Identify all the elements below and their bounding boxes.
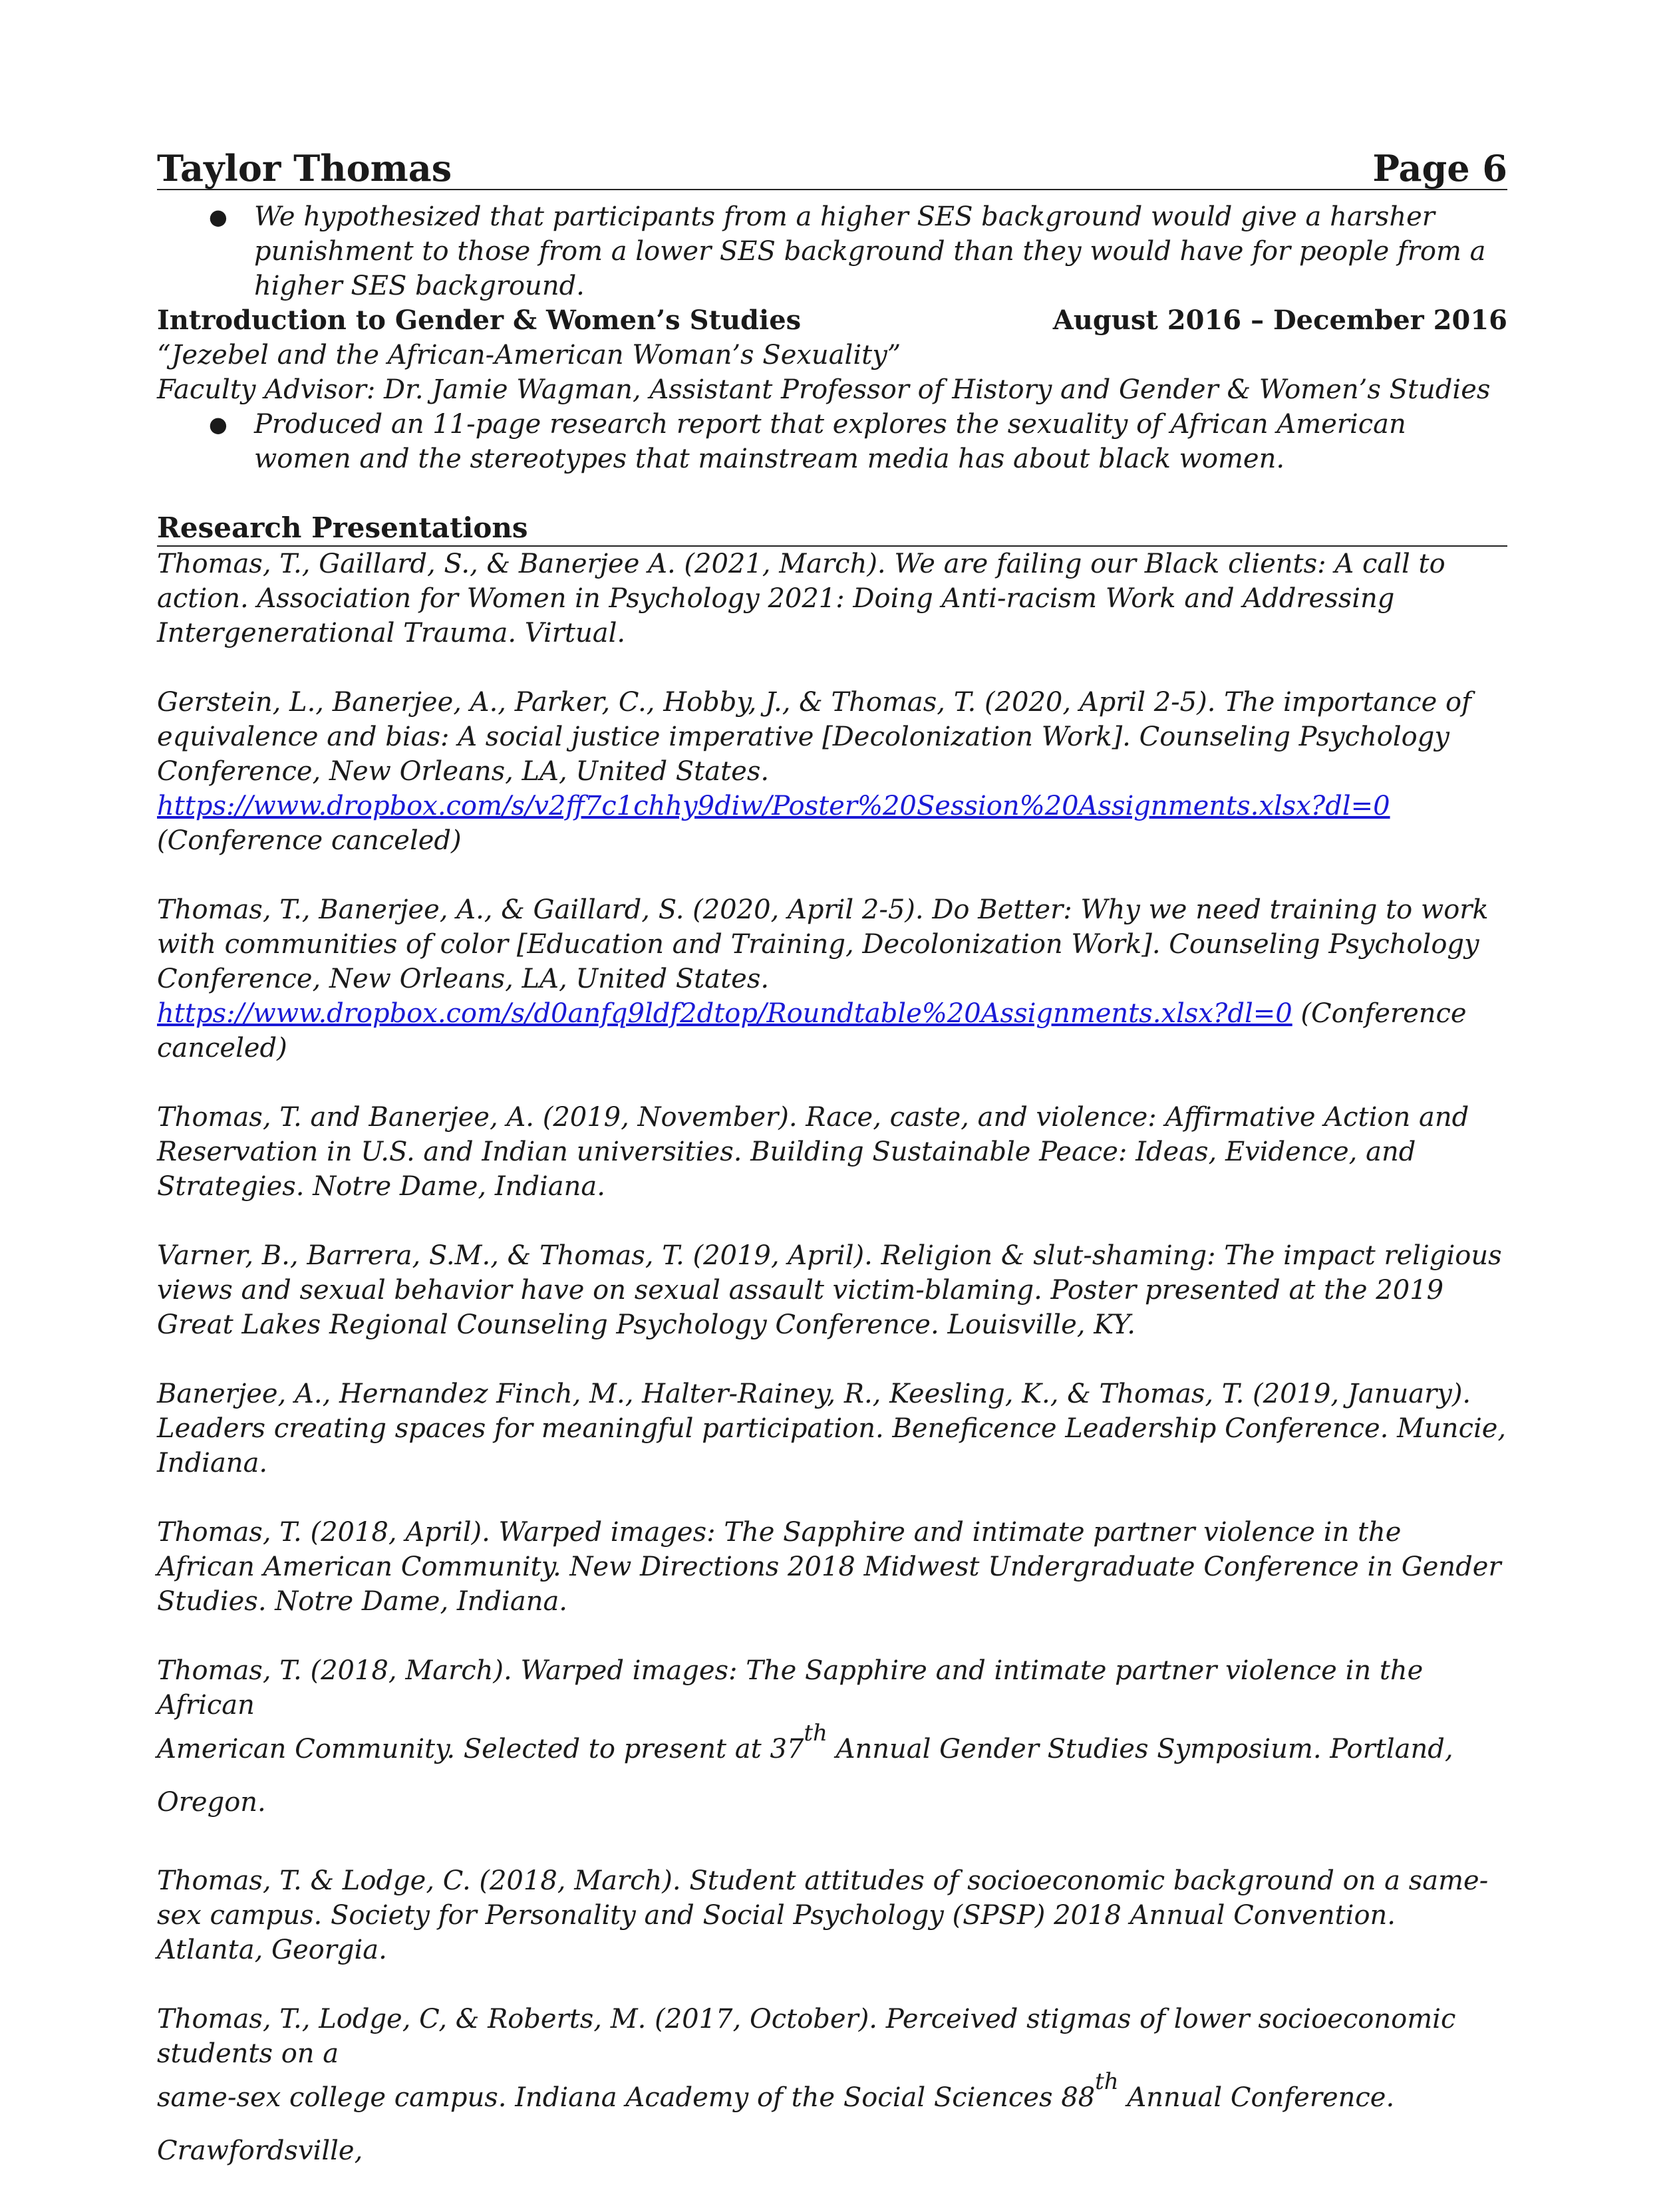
citation-text: Gerstein, L., Banerjee, A., Parker, C., Hobby, J., & Thomas, T. (2020, April 2-5). The importance of equivalence and bias: A social justice imperative [Decolonization Work]. Counseling Psychology Conference, New Orleans, LA, United States. xyxy=(157,687,1471,787)
content xyxy=(157,200,1507,2177)
previous-bullet-list xyxy=(157,200,1507,303)
citation-text: Thomas, T., Lodge, C, & Roberts, M. (2017, October). Perceived stigmas of lower socioeconomic students on a xyxy=(157,2004,1456,2069)
citation-text: Banerjee, A., Hernandez Finch, M., Halter-Rainey, R., Keesling, K., & Thomas, T. (2019, January). Leaders creating spaces for meaningful participation. Beneficence Leadership Conference. Muncie, Indiana. xyxy=(157,1379,1507,1478)
bullet-icon: ● xyxy=(209,412,227,437)
citation-text: American Community. Selected to present at 37 xyxy=(157,1734,804,1764)
citation-text: Varner, B., Barrera, S.M., & Thomas, T. (2019, April). Religion & slut-shaming: The impact religious views and sexual behavior have on sexual assault victim-blaming. Poster presented at the 2019 Great Lakes Regional Counseling Psychology Conference. Louisville, KY. xyxy=(157,1240,1502,1340)
project-title: “Jezebel and the African-American Woman’s Sexuality” xyxy=(157,340,901,370)
ordinal-suffix: th xyxy=(804,1720,828,1746)
dropbox-link[interactable]: https://www.dropbox.com/s/v2ff7c1chhy9diw/Poster%20Session%20Assignments.xlsx?dl=0 xyxy=(157,791,1390,821)
page-header xyxy=(157,133,1507,190)
presentation-list xyxy=(157,547,1507,2177)
bullet-text: Produced an 11-page research report that explores the sexuality of African American women and the stereotypes that mainstream media has about black women. xyxy=(254,409,1406,474)
presentation-entry xyxy=(157,1377,1507,1480)
ordinal-suffix: th xyxy=(1095,2068,1119,2095)
presentation-entry xyxy=(157,2002,1507,2177)
presentation-entry xyxy=(157,1864,1507,1967)
citation-note: (Conference canceled) xyxy=(157,825,462,856)
course-dates: August 2016 – December 2016 xyxy=(1052,305,1507,336)
section-heading-research-presentations: Research Presentations xyxy=(157,511,1507,547)
course-title: Introduction to Gender & Women’s Studies xyxy=(157,305,802,336)
citation-text: Thomas, T., Banerjee, A., & Gaillard, S. (2020, April 2-5). Do Better: Why we need training to work with communities of color [Education and Training, Decolonization Work]. Counseling Psychology Conference, New Orleans, LA, United States. xyxy=(157,895,1489,994)
citation-text: Thomas, T., Gaillard, S., & Banerjee A. (2021, March). We are failing our Black clients: A call to action. Association for Women in Psychology 2021: Doing Anti-racism Work and Addressing Intergenerational Trauma. Virtual. xyxy=(157,549,1445,648)
citation-text: Thomas, T. (2018, April). Warped images: The Sapphire and intimate partner violence in the African American Community. New Directions 2018 Midwest Undergraduate Conference in Gender Studies. Notre Dame, Indiana. xyxy=(157,1517,1501,1617)
citation-text: Thomas, T. and Banerjee, A. (2019, November). Race, caste, and violence: Affirmative Action and Reservation in U.S. and Indian universities. Building Sustainable Peace: Ideas, Evidence, and Strategies. Notre Dame, Indiana. xyxy=(157,1102,1469,1202)
dropbox-link[interactable]: https://www.dropbox.com/s/d0anfq9ldf2dtop/Roundtable%20Assignments.xlsx?dl=0 xyxy=(157,998,1292,1029)
citation-text: Thomas, T. & Lodge, C. (2018, March). Student attitudes of socioeconomic background on a same-sex campus. Society for Personality and Social Psychology (SPSP) 2018 Annual Convention. Atlanta, Georgia. xyxy=(157,1866,1489,1965)
presentation-entry xyxy=(157,547,1507,650)
bullet-text: We hypothesized that participants from a higher SES background would give a harsher punishment to those from a lower SES background than they would have for people from a higher SES background. xyxy=(254,202,1486,301)
presentation-entry xyxy=(157,893,1507,1065)
citation-text: Thomas, T. (2018, March). Warped images: The Sapphire and intimate partner violence in the African xyxy=(157,1655,1424,1721)
citation-text: Annual Gender Studies Symposium. Portland, Oregon. xyxy=(157,1734,1453,1818)
presentation-entry xyxy=(157,1515,1507,1619)
citation-text: same-sex college campus. Indiana Academy of the Social Sciences 88 xyxy=(157,2082,1096,2113)
resume-page xyxy=(157,133,1507,2212)
presentation-entry xyxy=(157,685,1507,858)
course-heading xyxy=(157,303,1507,338)
list-item xyxy=(157,200,1507,303)
presentation-entry xyxy=(157,1238,1507,1342)
faculty-advisor: Faculty Advisor: Dr. Jamie Wagman, Assistant Professor of History and Gender & Women’s Studies xyxy=(157,374,1491,405)
citation-text: Annual Conference. Crawfordsville, xyxy=(157,2082,1395,2166)
citation-text-continued xyxy=(157,2068,1395,2166)
bullet-icon: ● xyxy=(209,204,227,229)
presentation-entry xyxy=(157,1653,1507,1829)
page-number: Page 6 xyxy=(1372,147,1507,190)
author-name: Taylor Thomas xyxy=(157,147,452,190)
list-item xyxy=(157,407,1507,476)
course-bullet-list xyxy=(157,407,1507,476)
presentation-entry xyxy=(157,1100,1507,1204)
citation-note: (Conference canceled) xyxy=(157,998,1467,1063)
citation-text-continued xyxy=(157,1720,1453,1818)
